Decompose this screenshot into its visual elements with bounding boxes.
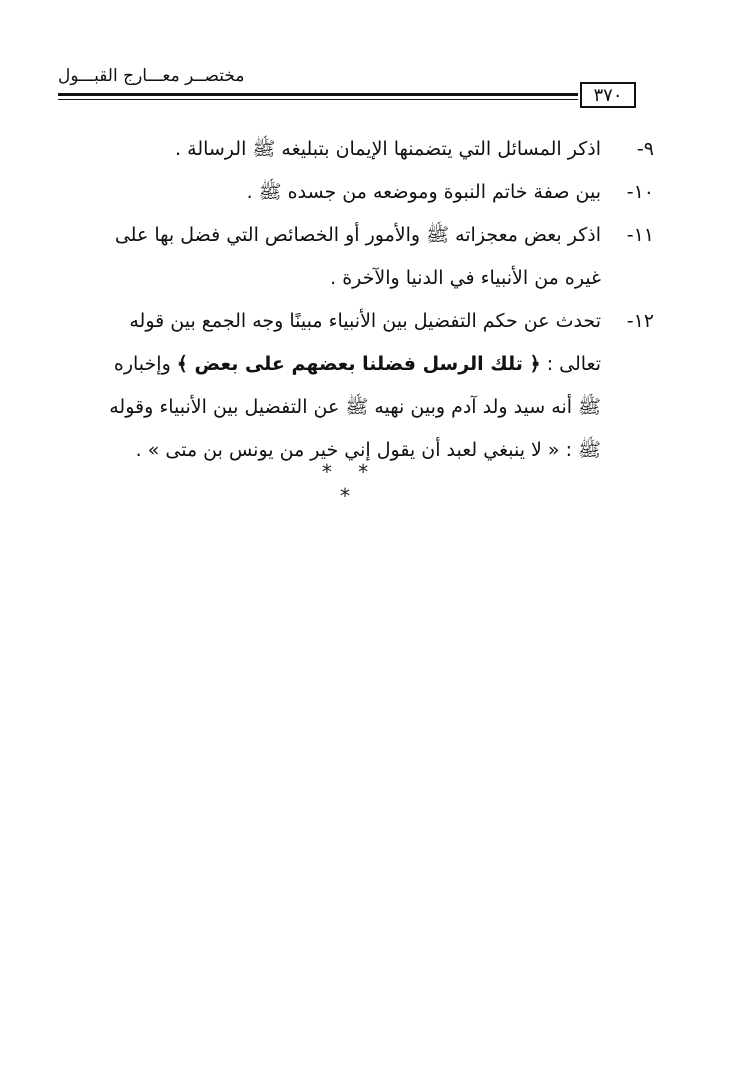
item-text-start: تحدث عن حكم التفضيل بين الأنبياء مبينًا وجه الجمع بين قوله تعالى : [129,310,601,375]
list-item [87,214,654,300]
item-text: اذكر المسائل التي يتضمنها الإيمان بتبليغه ﷺ الرسالة . [175,138,601,160]
item-number: ١٢- [626,310,654,332]
list-item [87,171,654,214]
list-item [87,300,654,472]
header-rule-thin [58,99,578,100]
item-text: اذكر بعض معجزاته ﷺ والأمور أو الخصائص التي فضل بها على غيره من الأنبياء في الدنيا والآخرة . [114,224,601,289]
quran-verse: ﴿ تلك الرسل فضلنا بعضهم على بعض ﴾ [176,353,541,375]
section-separator: * * * [321,460,379,508]
item-number: ١١- [626,224,654,246]
page-number: ٣٧٠ [580,82,636,108]
page-header [58,62,640,106]
item-text: بين صفة خاتم النبوة وموضعه من جسده ﷺ . [246,181,601,203]
item-number: ٩- [636,138,654,160]
item-number: ١٠- [626,181,654,203]
list-item [87,128,654,171]
item-text-end: وإخباره ﷺ أنه سيد ولد آدم وبين نهيه ﷺ عن التفضيل بين الأنبياء وقوله ﷺ : « لا ينبغي لعبد أن يقول إني خير من يونس بن متى » . [109,353,601,461]
question-list [87,128,654,472]
running-title: مختصــر معـــارج القبـــول [58,66,245,86]
header-rule-thick [58,93,578,96]
